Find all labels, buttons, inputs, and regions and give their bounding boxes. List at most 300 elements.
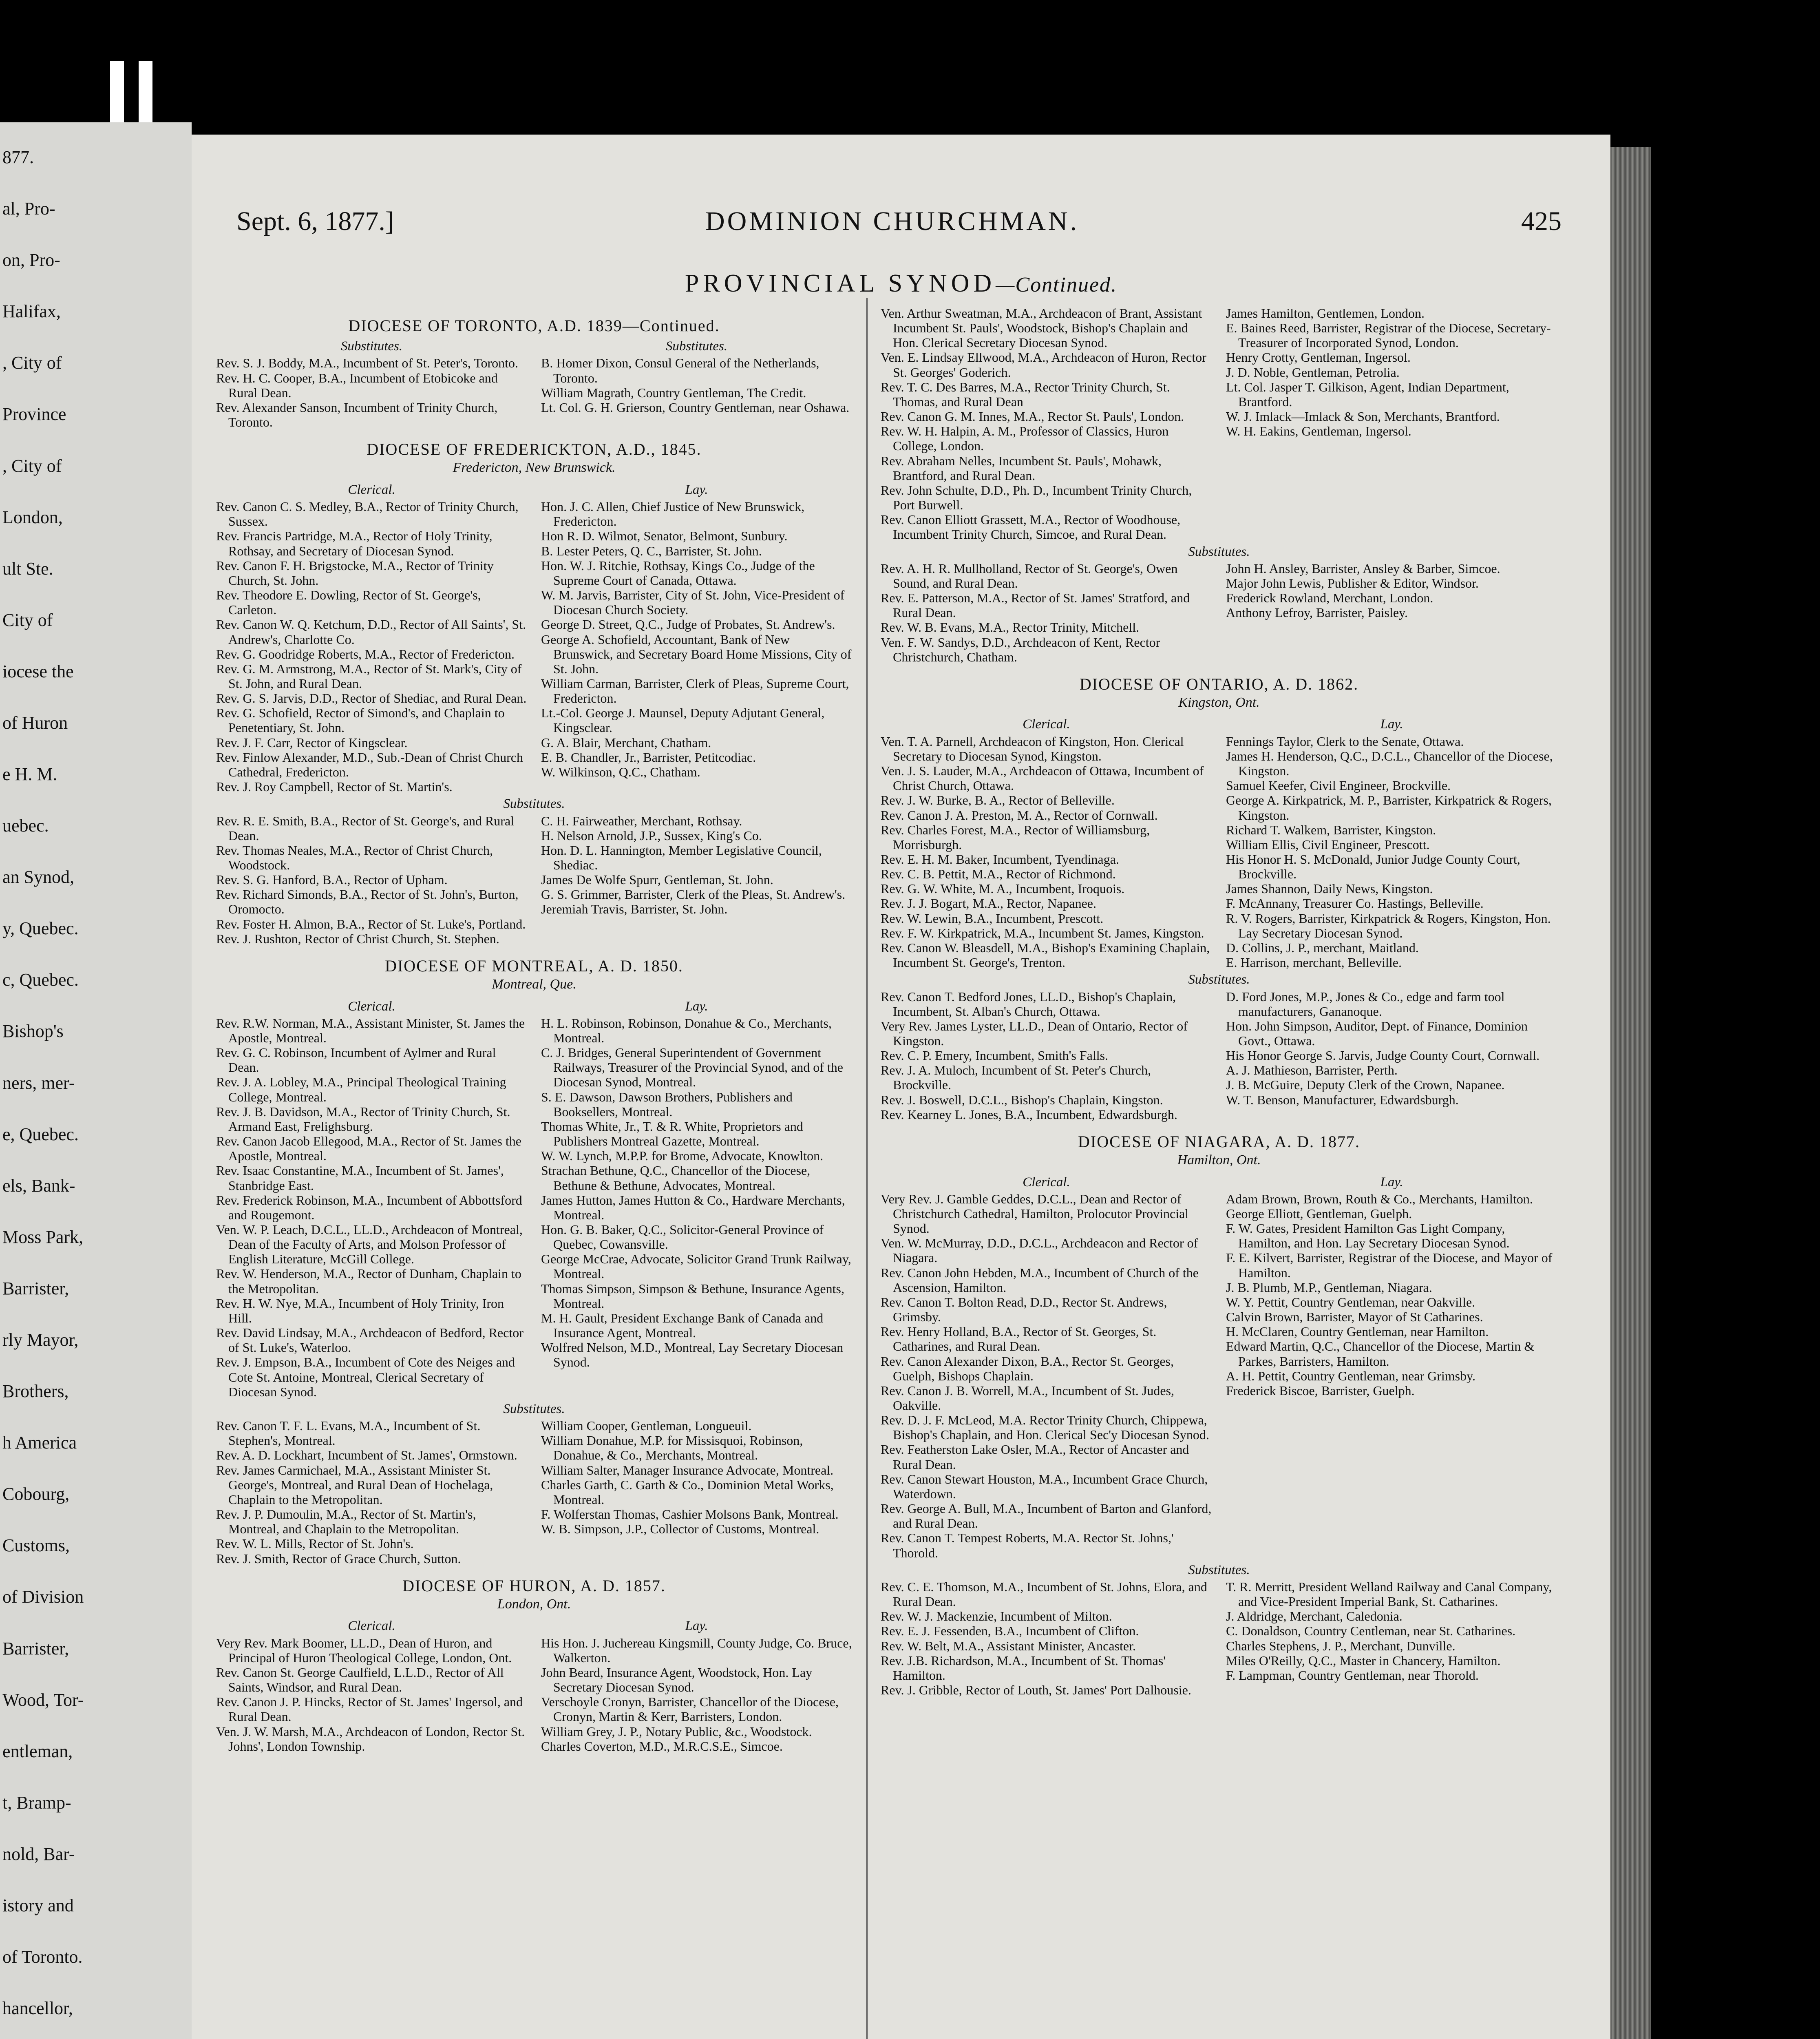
entry: D. Collins, J. P., merchant, Maitland. [1226, 940, 1419, 955]
entry: S. E. Dawson, Dawson Brothers, Publishers and Booksellers, Montreal. [541, 1089, 793, 1119]
clerical-heading: Clerical. [348, 999, 395, 1014]
diocese-location: Fredericton, New Brunswick. [453, 460, 616, 475]
left-page-text: , City of [2, 456, 62, 476]
entry: Rev. G. Goodridge Roberts, M.A., Rector of Fredericton. [216, 646, 515, 661]
entry: Rev. J. P. Dumoulin, M.A., Rector of St. Martin's, Montreal, and Chaplain to the Metropolitan. [216, 1507, 476, 1537]
entry: Rev. Charles Forest, M.A., Rector of Williamsburg, Morrisburgh. [881, 822, 1150, 852]
left-page-text: 877. [2, 147, 34, 167]
entry: Rev. W. L. Mills, Rector of St. John's. [216, 1536, 414, 1551]
entry: Rev. George A. Bull, M.A., Incumbent of Barton and Glanford, and Rural Dean. [881, 1501, 1212, 1531]
entry: F. W. Gates, President Hamilton Gas Light Company, Hamilton, and Hon. Lay Secretary Diocesan Synod. [1226, 1221, 1510, 1251]
entry: Rev. James Carmichael, M.A., Assistant Minister St. George's, Montreal, and Rural Dean of Hochelaga, Chaplain to the Metropolitan. [216, 1462, 493, 1507]
entry: Henry Crotty, Gentleman, Ingersol. [1226, 350, 1411, 365]
entry: Hon. W. J. Ritchie, Rothsay, Kings Co., Judge of the Supreme Court of Canada, Ottawa. [541, 558, 815, 588]
entry: Rev. F. W. Kirkpatrick, M.A., Incumbent St. James, Kingston. [881, 925, 1204, 940]
entry: James Shannon, Daily News, Kingston. [1226, 881, 1433, 896]
entry: E. B. Chandler, Jr., Barrister, Petitcodiac. [541, 750, 756, 765]
entry: W. W. Lynch, M.P.P. for Brome, Advocate, Knowlton. [541, 1148, 824, 1163]
section-title [192, 269, 1610, 298]
left-page-text: of Huron [2, 712, 68, 733]
clerical-list [881, 1579, 1212, 1697]
entry: F. E. Kilvert, Barrister, Registrar of the Diocese, and Mayor of Hamilton. [1226, 1250, 1553, 1280]
clerical-list [216, 356, 527, 429]
entry: His Honor H. S. McDonald, Junior Judge County Court, Brockville. [1226, 852, 1520, 882]
clerical-list [216, 1636, 527, 1754]
entry: M. H. Gault, President Exchange Bank of Canada and Insurance Agent, Montreal. [541, 1310, 824, 1340]
left-page-text: iocese the [2, 661, 74, 681]
lay-heading: Substitutes. [665, 339, 728, 354]
entry: F. Lampman, Country Gentleman, near Thorold. [1226, 1667, 1479, 1683]
entries-row [881, 1579, 1557, 1697]
entry: W. T. Benson, Manufacturer, Edwardsburgh. [1226, 1092, 1459, 1107]
diocese-location: Montreal, Que. [492, 977, 576, 992]
left-page-text: t, Bramp- [2, 1792, 71, 1813]
entry: Anthony Lefroy, Barrister, Paisley. [1226, 605, 1408, 620]
entry: George Elliott, Gentleman, Guelph. [1226, 1206, 1412, 1221]
entry: Rev. J. J. Bogart, M.A., Rector, Napanee. [881, 896, 1096, 911]
entry: Charles Garth, C. Garth & Co., Dominion Metal Works, Montreal. [541, 1477, 834, 1507]
entry: J. D. Noble, Gentleman, Petrolia. [1226, 365, 1400, 380]
header-title: DOMINION CHURCHMAN. [705, 206, 1080, 236]
entry: Rev. J. A. Lobley, M.A., Principal Theological Training College, Montreal. [216, 1075, 506, 1104]
entry: Rev. J. A. Muloch, Incumbent of St. Peter's Church, Brockville. [881, 1063, 1151, 1092]
entry: R. V. Rogers, Barrister, Kirkpatrick & Rogers, Kingston, Hon. Lay Secretary Diocesan Synod. [1226, 911, 1551, 940]
entry: James De Wolfe Spurr, Gentleman, St. John. [541, 872, 773, 887]
clerical-list [216, 814, 527, 946]
lay-list [1226, 561, 1557, 664]
left-page-text: c, Quebec. [2, 970, 79, 990]
lay-heading: Lay. [685, 1619, 708, 1634]
lay-heading: Lay. [685, 482, 708, 497]
clerical-list [216, 1016, 527, 1399]
lay-heading: Lay. [1380, 1174, 1403, 1190]
substitutes-heading: Substitutes. [503, 1401, 565, 1416]
entry: Samuel Keefer, Civil Engineer, Brockville. [1226, 778, 1451, 793]
entry: Rev. H. C. Cooper, B.A., Incumbent of Etobicoke and Rural Dean. [216, 370, 498, 400]
column-right [881, 306, 1557, 1697]
entry: Hon. J. C. Allen, Chief Justice of New Brunswick, Fredericton. [541, 499, 805, 529]
left-page-text: of Division [2, 1587, 84, 1607]
entry: Hon. John Simpson, Auditor, Dept. of Finance, Dominion Govt., Ottawa. [1226, 1018, 1528, 1048]
entry: Rev. J. Smith, Rector of Grace Church, Sutton. [216, 1551, 461, 1566]
entry: Very Rev. James Lyster, LL.D., Dean of Ontario, Rector of Kingston. [881, 1018, 1188, 1048]
entry: Thomas White, Jr., T. & R. White, Proprietors and Publishers Montreal Gazette, Montreal. [541, 1119, 803, 1149]
entry: D. Ford Jones, M.P., Jones & Co., edge and farm tool manufacturers, Gananoque. [1226, 989, 1505, 1019]
entry: William Magrath, Country Gentleman, The Credit. [541, 385, 806, 400]
entry: Rev. Canon T. Tempest Roberts, M.A. Rector St. Johns,' Thorold. [881, 1530, 1174, 1560]
entry: Rev. Theodore E. Dowling, Rector of St. George's, Carleton. [216, 588, 481, 617]
entry: Rev. Canon J. A. Preston, M. A., Rector of Cornwall. [881, 807, 1158, 823]
left-page-text: Barrister, [2, 1278, 69, 1298]
diocese-title: DIOCESE OF NIAGARA, A. D. 1877. [1078, 1132, 1361, 1151]
entry: C. Donaldson, Country Centleman, near St. Catharines. [1226, 1623, 1516, 1639]
lay-list [541, 1016, 852, 1399]
entry: Frederick Biscoe, Barrister, Guelph. [1226, 1383, 1415, 1398]
lay-list [541, 1418, 852, 1566]
entry: Rev. S. G. Hanford, B.A., Rector of Upham. [216, 872, 448, 887]
entry: Ven. E. Lindsay Ellwood, M.A., Archdeacon of Huron, Rector St. Georges' Goderich. [881, 350, 1206, 380]
entry: Rev. Featherston Lake Osler, M.A., Rector of Ancaster and Rural Dean. [881, 1442, 1189, 1472]
entry: William Grey, J. P., Notary Public, &c., Woodstock. [541, 1724, 812, 1739]
left-page-text: Bishop's [2, 1021, 64, 1042]
entry: Adam Brown, Brown, Routh & Co., Merchants, Hamilton. [1226, 1191, 1533, 1206]
lay-list [1226, 306, 1557, 542]
entry: Rev. J. Boswell, D.C.L., Bishop's Chaplain, Kingston. [881, 1092, 1163, 1107]
entry: William Carman, Barrister, Clerk of Pleas, Supreme Court, Fredericton. [541, 676, 849, 706]
page-header [236, 206, 1562, 239]
entry: B. Homer Dixon, Consul General of the Netherlands, Toronto. [541, 356, 819, 385]
entry: Wolfred Nelson, M.D., Montreal, Lay Secretary Diocesan Synod. [541, 1340, 844, 1370]
left-page-text: Barrister, [2, 1638, 69, 1659]
entry: Rev. Canon G. M. Innes, M.A., Rector St. Pauls', London. [881, 409, 1184, 424]
entry: Lt. Col. Jasper T. Gilkison, Agent, Indian Department, Brantford. [1226, 379, 1509, 409]
clerical-list [881, 734, 1212, 970]
column-left [216, 306, 852, 1754]
entry: Hon. G. B. Baker, Q.C., Solicitor-General Province of Quebec, Cowansville. [541, 1222, 824, 1252]
lay-list [1226, 1192, 1557, 1560]
entry: J. B. McGuire, Deputy Clerk of the Crown, Napanee. [1226, 1077, 1505, 1092]
entry: J. Aldridge, Merchant, Caledonia. [1226, 1609, 1403, 1624]
diocese-title: DIOCESE OF TORONTO, A.D. 1839—Continued. [348, 316, 720, 335]
clerical-heading: Clerical. [348, 482, 395, 497]
entry: A. H. Pettit, Country Gentleman, near Grimsby. [1226, 1368, 1476, 1383]
lay-heading: Lay. [685, 999, 708, 1014]
entry: Rev. Canon W. Bleasdell, M.A., Bishop's Examining Chaplain, Incumbent St. George's, Trenton. [881, 940, 1210, 970]
column-headings [216, 336, 852, 356]
entries-row [216, 1418, 852, 1566]
entry: B. Lester Peters, Q. C., Barrister, St. John. [541, 543, 762, 558]
column-headings [216, 480, 852, 499]
entry: Rev. Isaac Constantine, M.A., Incumbent of St. James', Stanbridge East. [216, 1163, 504, 1193]
clerical-list [881, 306, 1212, 542]
clerical-heading: Clerical. [348, 1619, 395, 1634]
clerical-list [881, 989, 1212, 1122]
entry: Strachan Bethune, Q.C., Chancellor of the Diocese, Bethune & Bethune, Advocates, Montreal. [541, 1163, 811, 1193]
header-date: Sept. 6, 1877.] [236, 206, 394, 236]
entry: T. R. Merritt, President Welland Railway and Canal Company, and Vice-President Imperial Bank, St. Catharines. [1226, 1579, 1552, 1609]
entry: Rev. Finlow Alexander, M.D., Sub.-Dean of Christ Church Cathedral, Fredericton. [216, 750, 523, 779]
entry: William Salter, Manager Insurance Advocate, Montreal. [541, 1462, 834, 1477]
entry: His Hon. J. Juchereau Kingsmill, County Judge, Co. Bruce, Walkerton. [541, 1635, 852, 1665]
left-page-text: istory and [2, 1895, 74, 1915]
entry: W. J. Imlack—Imlack & Son, Merchants, Brantford. [1226, 409, 1500, 424]
entry: C. J. Bridges, General Superintendent of Government Railways, Treasurer of the Provincial Synod, and of the Diocesan Synod, Montreal. [541, 1045, 843, 1090]
column-rule [866, 298, 868, 2039]
entry: Rev. T. C. Des Barres, M.A., Rector Trinity Church, St. Thomas, and Rural Dean [881, 379, 1170, 409]
left-page-text: h America [2, 1433, 77, 1453]
entry: Richard T. Walkem, Barrister, Kingston. [1226, 822, 1436, 837]
entry: Rev. J. Roy Campbell, Rector of St. Martin's. [216, 779, 453, 794]
entry: Rev. D. J. F. McLeod, M.A. Rector Trinity Church, Chippewa, Bishop's Chaplain, and Hon. Clerical Sec'y Diocesan Synod. [881, 1413, 1209, 1442]
left-page-text: e, Quebec. [2, 1124, 79, 1144]
entry: H. L. Robinson, Robinson, Donahue & Co., Merchants, Montreal. [541, 1015, 832, 1045]
entry: Rev. Canon C. S. Medley, B.A., Rector of Trinity Church, Sussex. [216, 499, 519, 529]
entry: W. B. Simpson, J.P., Collector of Customs, Montreal. [541, 1522, 819, 1537]
entry: W. H. Eakins, Gentleman, Ingersol. [1226, 424, 1411, 439]
entry: Ven. T. A. Parnell, Archdeacon of Kingston, Hon. Clerical Secretary to Diocesan Synod, Kingston. [881, 734, 1184, 763]
entry: Rev. Frederick Robinson, M.A., Incumbent of Abbottsford and Rougemont. [216, 1192, 522, 1222]
entry: Verschoyle Cronyn, Barrister, Chancellor of the Diocese, Cronyn, Martin & Kerr, Barristers, London. [541, 1694, 839, 1724]
entry: Rev. Canon T. Bolton Read, D.D., Rector St. Andrews, Grimsby. [881, 1294, 1167, 1325]
entries-row [881, 989, 1557, 1122]
entry: Very Rev. Mark Boomer, LL.D., Dean of Huron, and Principal of Huron Theological College, London, Ont. [216, 1635, 512, 1665]
clerical-heading: Clerical. [1023, 717, 1070, 732]
left-page-text: ners, mer- [2, 1073, 75, 1093]
left-page-text: Wood, Tor- [2, 1690, 84, 1710]
entry: Rev. Alexander Sanson, Incumbent of Trinity Church, Toronto. [216, 400, 498, 430]
entry: Charles Stephens, J. P., Merchant, Dunville. [1226, 1638, 1456, 1653]
left-page-text: London, [2, 507, 63, 527]
entry: Rev. J. F. Carr, Rector of Kingsclear. [216, 735, 408, 750]
lay-list [541, 1636, 852, 1754]
entry: Rev. W. Henderson, M.A., Rector of Dunham, Chaplain to the Metropolitan. [216, 1266, 521, 1296]
entry: Rev. Canon St. George Caulfield, L.L.D., Rector of All Saints, Windsor, and Rural Dean. [216, 1665, 504, 1695]
entry: Rev. J.B. Richardson, M.A., Incumbent of St. Thomas' Hamilton. [881, 1653, 1166, 1683]
entry: F. McAnnany, Treasurer Co. Hastings, Belleville. [1226, 896, 1484, 911]
entry: Rev. J. Gribble, Rector of Louth, St. James' Port Dalhousie. [881, 1683, 1191, 1698]
entries-row [216, 1016, 852, 1399]
entry: Charles Coverton, M.D., M.R.C.S.E., Simcoe. [541, 1738, 783, 1754]
entry: Rev. Francis Partridge, M.A., Rector of Holy Trinity, Rothsay, and Secretary of Diocesan Synod. [216, 529, 493, 558]
left-page-text: City of [2, 610, 53, 630]
diocese-title: DIOCESE OF MONTREAL, A. D. 1850. [385, 956, 683, 975]
entry: Rev. J. Empson, B.A., Incumbent of Cote des Neiges and Cote St. Antoine, Montreal, Clerical Secretary of Diocesan Synod. [216, 1355, 515, 1399]
entry: Ven. J. S. Lauder, M.A., Archdeacon of Ottawa, Incumbent of Christ Church, Ottawa. [881, 763, 1204, 793]
entry: Ven. W. McMurray, D.D., D.C.L., Archdeacon and Rector of Niagara. [881, 1236, 1198, 1265]
entry: Rev. Canon John Hebden, M.A., Incumbent of Church of the Ascension, Hamilton. [881, 1265, 1199, 1295]
left-page-text: of Toronto. [2, 1947, 83, 1967]
left-page-text: els, Bank- [2, 1175, 75, 1196]
entries-row [881, 734, 1557, 970]
entries-row [216, 356, 852, 429]
clerical-heading: Substitutes. [340, 339, 403, 354]
entry: Rev. David Lindsay, M.A., Archdeacon of Bedford, Rector of St. Luke's, Waterloo. [216, 1325, 523, 1355]
column-headings [216, 997, 852, 1016]
entry: James Hamilton, Gentlemen, London. [1226, 306, 1425, 321]
entry: W. Wilkinson, Q.C., Chatham. [541, 764, 700, 779]
entry: Rev. Henry Holland, B.A., Rector of St. Georges, St. Catharines, and Rural Dean. [881, 1324, 1157, 1354]
entry: Rev. Canon W. Q. Ketchum, D.D., Rector of All Saints', St. Andrew's, Charlotte Co. [216, 617, 526, 647]
entry: G. S. Grimmer, Barrister, Clerk of the Pleas, St. Andrew's. [541, 887, 846, 902]
entry: Ven. F. W. Sandys, D.D., Archdeacon of Kent, Rector Christchurch, Chatham. [881, 635, 1160, 664]
diocese-location: Kingston, Ont. [1178, 695, 1260, 710]
left-page-text: an Synod, [2, 867, 74, 887]
lay-list [1226, 1579, 1557, 1697]
entry: Rev. Abraham Nelles, Incumbent St. Pauls', Mohawk, Brantford, and Rural Dean. [881, 453, 1162, 483]
section-title-text: PROVINCIAL SYNOD [685, 270, 996, 297]
clerical-heading: Clerical. [1023, 1174, 1070, 1190]
left-page-text: Moss Park, [2, 1227, 84, 1247]
entry: Rev. Thomas Neales, M.A., Rector of Christ Church, Woodstock. [216, 843, 493, 872]
entry: Rev. S. J. Boddy, M.A., Incumbent of St. Peter's, Toronto. [216, 356, 518, 371]
entry: F. Wolferstan Thomas, Cashier Molsons Bank, Montreal. [541, 1507, 839, 1522]
entry: Hon R. D. Wilmot, Senator, Belmont, Sunbury. [541, 529, 788, 544]
entry: Jeremiah Travis, Barrister, St. John. [541, 902, 728, 917]
header-page-number: 425 [1521, 206, 1562, 236]
entry: George D. Street, Q.C., Judge of Probates, St. Andrew's. [541, 617, 835, 632]
entry: Rev. Canon J. B. Worrell, M.A., Incumbent of St. Judes, Oakville. [881, 1383, 1175, 1413]
entry: James H. Henderson, Q.C., D.C.L., Chancellor of the Diocese, Kingston. [1226, 748, 1553, 778]
substitutes-heading: Substitutes. [503, 796, 565, 812]
lay-list [541, 814, 852, 946]
column-headings [881, 714, 1557, 734]
entry: George A. Kirkpatrick, M. P., Barrister, Kirkpatrick & Rogers, Kingston. [1226, 793, 1552, 823]
entry: W. M. Jarvis, Barrister, City of St. John, Vice-President of Diocesan Church Society. [541, 588, 845, 617]
left-page-text: Customs, [2, 1535, 70, 1556]
left-page-text: Halifax, [2, 301, 61, 322]
entry: John Beard, Insurance Agent, Woodstock, Hon. Lay Secretary Diocesan Synod. [541, 1665, 813, 1695]
lay-list [1226, 734, 1557, 970]
clerical-list [216, 1418, 527, 1566]
entry: John H. Ansley, Barrister, Ansley & Barber, Simcoe. [1226, 561, 1500, 576]
left-page-text: Province [2, 404, 66, 425]
newspaper-page [192, 135, 1610, 2039]
left-page-text: hancellor, [2, 1998, 73, 2019]
entry: Rev. Canon Elliott Grassett, M.A., Rector of Woodhouse, Incumbent Trinity Church, Simcoe, and Rural Dean. [881, 512, 1181, 542]
entry: James Hutton, James Hutton & Co., Hardware Merchants, Montreal. [541, 1192, 845, 1222]
entry: Lt. Col. G. H. Grierson, Country Gentleman, near Oshawa. [541, 400, 850, 415]
entry: Miles O'Reilly, Q.C., Master in Chancery, Hamilton. [1226, 1653, 1501, 1668]
entries-row [881, 1192, 1557, 1560]
entry: William Donahue, M.P. for Missisquoi, Robinson, Donahue, & Co., Merchants, Montreal. [541, 1433, 803, 1463]
entry: Major John Lewis, Publisher & Editor, Windsor. [1226, 575, 1479, 590]
entry: Rev. E. J. Fessenden, B.A., Incumbent of Clifton. [881, 1623, 1139, 1639]
entry: William Cooper, Gentleman, Longueuil. [541, 1418, 752, 1433]
left-page-text: e H. M. [2, 764, 57, 785]
entry: Rev. Kearney L. Jones, B.A., Incumbent, Edwardsburgh. [881, 1107, 1177, 1122]
entry: Edward Martin, Q.C., Chancellor of the Diocese, Martin & Parkes, Barristers, Hamilton. [1226, 1339, 1535, 1369]
entries-row [216, 499, 852, 794]
lay-heading: Lay. [1380, 717, 1403, 732]
entry: G. A. Blair, Merchant, Chatham. [541, 735, 711, 750]
left-page-text: Brothers, [2, 1381, 69, 1402]
left-page-text: nold, Bar- [2, 1844, 75, 1864]
entry: Rev. E. H. M. Baker, Incumbent, Tyendinaga. [881, 852, 1119, 867]
entry: Ven. J. W. Marsh, M.A., Archdeacon of London, Rector St. Johns', London Township. [216, 1724, 525, 1754]
entry: Rev. Canon Jacob Ellegood, M.A., Rector of St. James the Apostle, Montreal. [216, 1134, 521, 1163]
column-headings [881, 1172, 1557, 1192]
clerical-list [881, 561, 1212, 664]
entry: Rev. W. J. Mackenzie, Incumbent of Milton. [881, 1609, 1112, 1624]
entry: Lt.-Col. George J. Maunsel, Deputy Adjutant General, Kingsclear. [541, 705, 825, 735]
entry: E. Baines Reed, Barrister, Registrar of the Diocese, Secretary-Treasurer of Incorporated Synod, London. [1226, 321, 1551, 350]
entry: C. H. Fairweather, Merchant, Rothsay. [541, 813, 742, 828]
entries-row [216, 814, 852, 946]
entry: Rev. G. M. Armstrong, M.A., Rector of St. Mark's, City of St. John, and Rural Dean. [216, 661, 522, 691]
entry: J. B. Plumb, M.P., Gentleman, Niagara. [1226, 1280, 1432, 1295]
entry: Fennings Taylor, Clerk to the Senate, Ottawa. [1226, 734, 1464, 749]
entry: Rev. R.W. Norman, M.A., Assistant Minister, St. James the Apostle, Montreal. [216, 1015, 525, 1045]
entry: Rev. Canon T. F. L. Evans, M.A., Incumbent of St. Stephen's, Montreal. [216, 1418, 481, 1448]
entries-row [881, 561, 1557, 664]
entry: A. J. Mathieson, Barrister, Perth. [1226, 1063, 1398, 1078]
lay-list [1226, 989, 1557, 1122]
entry: Rev. Canon F. H. Brigstocke, M.A., Rector of Trinity Church, St. John. [216, 558, 494, 588]
entry: Very Rev. J. Gamble Geddes, D.C.L., Dean and Rector of Christchurch Cathedral, Hamilton, Prolocutor Provincial Synod. [881, 1191, 1189, 1236]
entry: Rev. W. Lewin, B.A., Incumbent, Prescott. [881, 911, 1104, 926]
diocese-location: Hamilton, Ont. [1177, 1152, 1261, 1168]
entry: His Honor George S. Jarvis, Judge County Court, Cornwall. [1226, 1048, 1540, 1063]
entry: H. Nelson Arnold, J.P., Sussex, King's Co. [541, 828, 762, 843]
entry: Rev. E. Patterson, M.A., Rector of St. James' Stratford, and Rural Dean. [881, 590, 1190, 620]
entry: William Ellis, Civil Engineer, Prescott. [1226, 837, 1430, 852]
diocese-location: London, Ont. [497, 1596, 571, 1612]
entry: Rev. W. B. Evans, M.A., Rector Trinity, Mitchell. [881, 620, 1140, 635]
entry: Calvin Brown, Barrister, Mayor of St Catharines. [1226, 1309, 1483, 1325]
entry: Ven. Arthur Sweatman, M.A., Archdeacon of Brant, Assistant Incumbent St. Pauls', Woodstock, Bishop's Chaplain and Hon. Clerical Secretary Diocesan Synod. [881, 306, 1202, 350]
entries-row [216, 1636, 852, 1754]
entry: Rev. C. P. Emery, Incumbent, Smith's Falls. [881, 1048, 1109, 1063]
diocese-title: DIOCESE OF HURON, A. D. 1857. [402, 1576, 666, 1595]
lay-list [541, 499, 852, 794]
section-title-cont: —Continued. [996, 273, 1118, 296]
entry: Rev. Canon J. P. Hincks, Rector of St. James' Ingersol, and Rural Dean. [216, 1694, 523, 1724]
entry: Rev. J. B. Davidson, M.A., Rector of Trinity Church, St. Armand East, Frelighsburg. [216, 1104, 510, 1134]
left-page-text: Cobourg, [2, 1484, 70, 1504]
entry: George A. Schofield, Accountant, Bank of New Brunswick, and Secretary Board Home Missions, City of St. John. [541, 632, 852, 676]
entry: Rev. G. C. Robinson, Incumbent of Aylmer and Rural Dean. [216, 1045, 496, 1075]
entry: Rev. H. W. Nye, M.A., Incumbent of Holy Trinity, Iron Hill. [216, 1296, 504, 1325]
entry: H. McClaren, Country Gentleman, near Hamilton. [1226, 1324, 1489, 1339]
entry: Rev. A. D. Lockhart, Incumbent of St. James', Ormstown. [216, 1448, 517, 1463]
entry: Rev. W. Belt, M.A., Assistant Minister, Ancaster. [881, 1638, 1136, 1653]
diocese-title: DIOCESE OF ONTARIO, A. D. 1862. [1079, 675, 1359, 693]
entry: W. Y. Pettit, Country Gentleman, near Oakville. [1226, 1294, 1475, 1309]
entry: Hon. D. L. Hannington, Member Legislative Council, Shediac. [541, 843, 822, 872]
entry: E. Harrison, merchant, Belleville. [1226, 955, 1402, 970]
lay-list [541, 356, 852, 429]
left-page-text: uebec. [2, 816, 49, 836]
entry: Rev. Canon Stewart Houston, M.A., Incumbent Grace Church, Waterdown. [881, 1471, 1208, 1501]
substitutes-heading: Substitutes. [1188, 1562, 1250, 1577]
entry: Frederick Rowland, Merchant, London. [1226, 590, 1433, 606]
substitutes-heading: Substitutes. [1188, 972, 1250, 987]
entry: Thomas Simpson, Simpson & Bethune, Insurance Agents, Montreal. [541, 1281, 844, 1311]
entry: Ven. W. P. Leach, D.C.L., LL.D., Archdeacon of Montreal, Dean of the Faculty of Arts, and Molson Professor of English Literature, McGill College. [216, 1222, 523, 1267]
left-page-fragment [0, 122, 192, 2039]
left-page-text: , City of [2, 353, 62, 373]
substitutes-heading: Substitutes. [1188, 544, 1250, 559]
entry: Rev. J. W. Burke, B. A., Rector of Belleville. [881, 793, 1115, 808]
clerical-list [216, 499, 527, 794]
left-page-text: entleman, [2, 1741, 73, 1761]
entry: Rev. Canon Alexander Dixon, B.A., Rector St. Georges, Guelph, Bishops Chaplain. [881, 1353, 1174, 1383]
entry: Rev. G. S. Jarvis, D.D., Rector of Shediac, and Rural Dean. [216, 691, 527, 706]
clerical-list [881, 1192, 1212, 1560]
left-page-text: rly Mayor, [2, 1330, 79, 1350]
left-page-text: al, Pro- [2, 199, 55, 219]
left-page-text: y, Quebec. [2, 918, 79, 939]
entries-row [881, 306, 1557, 542]
entry: Rev. A. H. R. Mullholland, Rector of St. George's, Owen Sound, and Rural Dean. [881, 561, 1178, 590]
entry: Rev. G. W. White, M. A., Incumbent, Iroquois. [881, 881, 1125, 896]
entry: Rev. C. E. Thomson, M.A., Incumbent of St. Johns, Elora, and Rural Dean. [881, 1579, 1207, 1609]
column-headings [216, 1616, 852, 1635]
entry: George McCrae, Advocate, Solicitor Grand Trunk Railway, Montreal. [541, 1252, 851, 1281]
left-page-text: ult Ste. [2, 558, 53, 579]
entry: Rev. Richard Simonds, B.A., Rector of St. John's, Burton, Oromocto. [216, 887, 519, 917]
entry: Rev. W. H. Halpin, A. M., Professor of Classics, Huron College, London. [881, 424, 1169, 453]
entry: Rev. J. Rushton, Rector of Christ Church, St. Stephen. [216, 931, 499, 946]
entry: Rev. Canon T. Bedford Jones, LL.D., Bishop's Chaplain, Incumbent, St. Alban's Church, Ottawa. [881, 989, 1176, 1019]
diocese-title: DIOCESE OF FREDERICKTON, A.D., 1845. [367, 440, 702, 459]
left-page-text: on, Pro- [2, 250, 60, 270]
entry: Rev. Foster H. Almon, B.A., Rector of St. Luke's, Portland. [216, 916, 526, 931]
entry: Rev. G. Schofield, Rector of Simond's, and Chaplain to Penetentiary, St. John. [216, 705, 505, 735]
entry: Rev. R. E. Smith, B.A., Rector of St. George's, and Rural Dean. [216, 813, 515, 843]
entry: Rev. C. B. Pettit, M.A., Rector of Richmond. [881, 867, 1116, 882]
entry: Rev. John Schulte, D.D., Ph. D., Incumbent Trinity Church, Port Burwell. [881, 482, 1192, 513]
